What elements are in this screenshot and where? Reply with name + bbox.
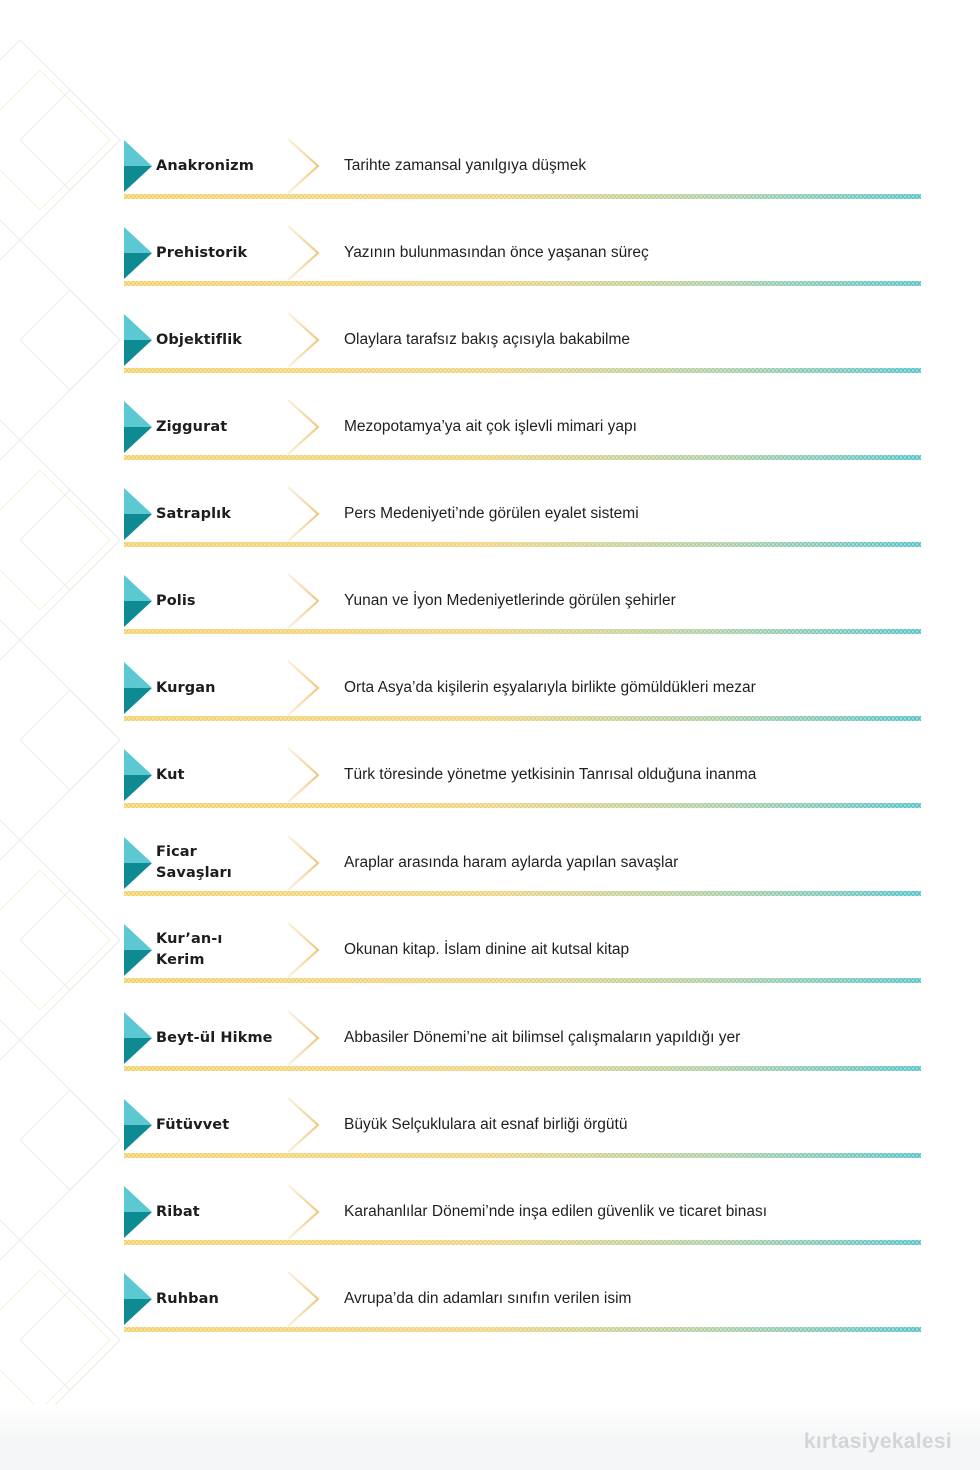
triangle-marker-icon — [124, 575, 152, 627]
term-label: Objektiflik — [156, 331, 243, 348]
chevron-right-icon — [282, 1183, 324, 1241]
row-divider — [124, 891, 921, 896]
term-label: Ficar Savaşları — [156, 844, 232, 881]
row-divider — [124, 716, 921, 721]
triangle-marker-icon — [124, 1273, 152, 1325]
term-row — [0, 924, 980, 1011]
term-label: Kut — [156, 766, 185, 783]
term-definition: Araplar arasında haram aylarda yapılan savaşlar — [344, 854, 679, 871]
term-definition: Pers Medeniyeti’nde görülen eyalet sistemi — [344, 505, 639, 522]
term-row — [0, 1099, 980, 1186]
term-definition: Yunan ve İyon Medeniyetlerinde görülen şehirler — [344, 592, 676, 609]
term-row — [0, 662, 980, 749]
chevron-right-icon — [282, 137, 324, 195]
triangle-marker-icon — [124, 1012, 152, 1064]
row-divider — [124, 368, 921, 373]
term-definition: Karahanlılar Dönemi’nde inşa edilen güvenlik ve ticaret binası — [344, 1203, 768, 1220]
term-label: Kurgan — [156, 679, 216, 696]
term-row — [0, 488, 980, 575]
chevron-right-icon — [282, 398, 324, 456]
term-row — [0, 401, 980, 488]
chevron-right-icon — [282, 224, 324, 282]
term-label: Fütüvvet — [156, 1116, 230, 1133]
term-definition: Tarihte zamansal yanılgıya düşmek — [344, 157, 587, 174]
chevron-right-icon — [282, 746, 324, 804]
term-row — [0, 227, 980, 314]
term-label: Polis — [156, 592, 196, 609]
term-definition: Türk töresinde yönetme yetkisinin Tanrısal olduğuna inanma — [344, 766, 757, 783]
chevron-right-icon — [282, 1009, 324, 1067]
term-definition: Abbasiler Dönemi’ne ait bilimsel çalışmaların yapıldığı yer — [344, 1029, 741, 1046]
row-divider — [124, 1240, 921, 1245]
triangle-marker-icon — [124, 1186, 152, 1238]
chevron-right-icon — [282, 311, 324, 369]
row-divider — [124, 629, 921, 634]
term-label: Kur’an-ı Kerim — [156, 931, 223, 968]
term-definition: Olaylara tarafsız bakış açısıyla bakabilme — [344, 331, 631, 348]
term-definition: Yazının bulunmasından önce yaşanan süreç — [344, 244, 649, 261]
term-definition: Orta Asya’da kişilerin eşyalarıyla birlikte gömüldükleri mezar — [344, 679, 756, 696]
row-divider — [124, 1327, 921, 1332]
term-definition: Avrupa’da din adamları sınıfın verilen isim — [344, 1290, 632, 1307]
watermark-logo: kırtasiyekalesi — [803, 1430, 952, 1453]
term-row — [0, 1186, 980, 1273]
triangle-marker-icon — [124, 488, 152, 540]
term-label: Anakronizm — [156, 157, 254, 174]
triangle-marker-icon — [124, 227, 152, 279]
triangle-marker-icon — [124, 314, 152, 366]
triangle-marker-icon — [124, 837, 152, 889]
term-row — [0, 575, 980, 662]
row-divider — [124, 978, 921, 983]
term-definition: Mezopotamya’ya ait çok işlevli mimari yapı — [344, 418, 637, 435]
row-divider — [124, 455, 921, 460]
term-row — [0, 1012, 980, 1099]
term-row — [0, 140, 980, 227]
term-row — [0, 837, 980, 924]
triangle-marker-icon — [124, 749, 152, 801]
chevron-right-icon — [282, 1096, 324, 1154]
row-divider — [124, 1153, 921, 1158]
term-label: Prehistorik — [156, 244, 248, 261]
term-label: Ziggurat — [156, 418, 228, 435]
term-definition: Büyük Selçuklulara ait esnaf birliği örgütü — [344, 1116, 628, 1133]
term-row — [0, 314, 980, 401]
term-definition: Okunan kitap. İslam dinine ait kutsal kitap — [344, 941, 630, 958]
chevron-right-icon — [282, 834, 324, 892]
triangle-marker-icon — [124, 924, 152, 976]
term-label: Beyt-ül Hikme — [156, 1029, 273, 1046]
triangle-marker-icon — [124, 662, 152, 714]
chevron-right-icon — [282, 485, 324, 543]
chevron-right-icon — [282, 1270, 324, 1328]
term-row — [0, 749, 980, 836]
term-label: Ruhban — [156, 1290, 219, 1307]
triangle-marker-icon — [124, 1099, 152, 1151]
chevron-right-icon — [282, 921, 324, 979]
row-divider — [124, 194, 921, 199]
row-divider — [124, 542, 921, 547]
row-divider — [124, 803, 921, 808]
chevron-right-icon — [282, 659, 324, 717]
triangle-marker-icon — [124, 401, 152, 453]
term-label: Ribat — [156, 1203, 200, 1220]
chevron-right-icon — [282, 572, 324, 630]
term-label: Satraplık — [156, 505, 231, 522]
row-divider — [124, 1066, 921, 1071]
triangle-marker-icon — [124, 140, 152, 192]
row-divider — [124, 281, 921, 286]
term-row — [0, 1273, 980, 1360]
